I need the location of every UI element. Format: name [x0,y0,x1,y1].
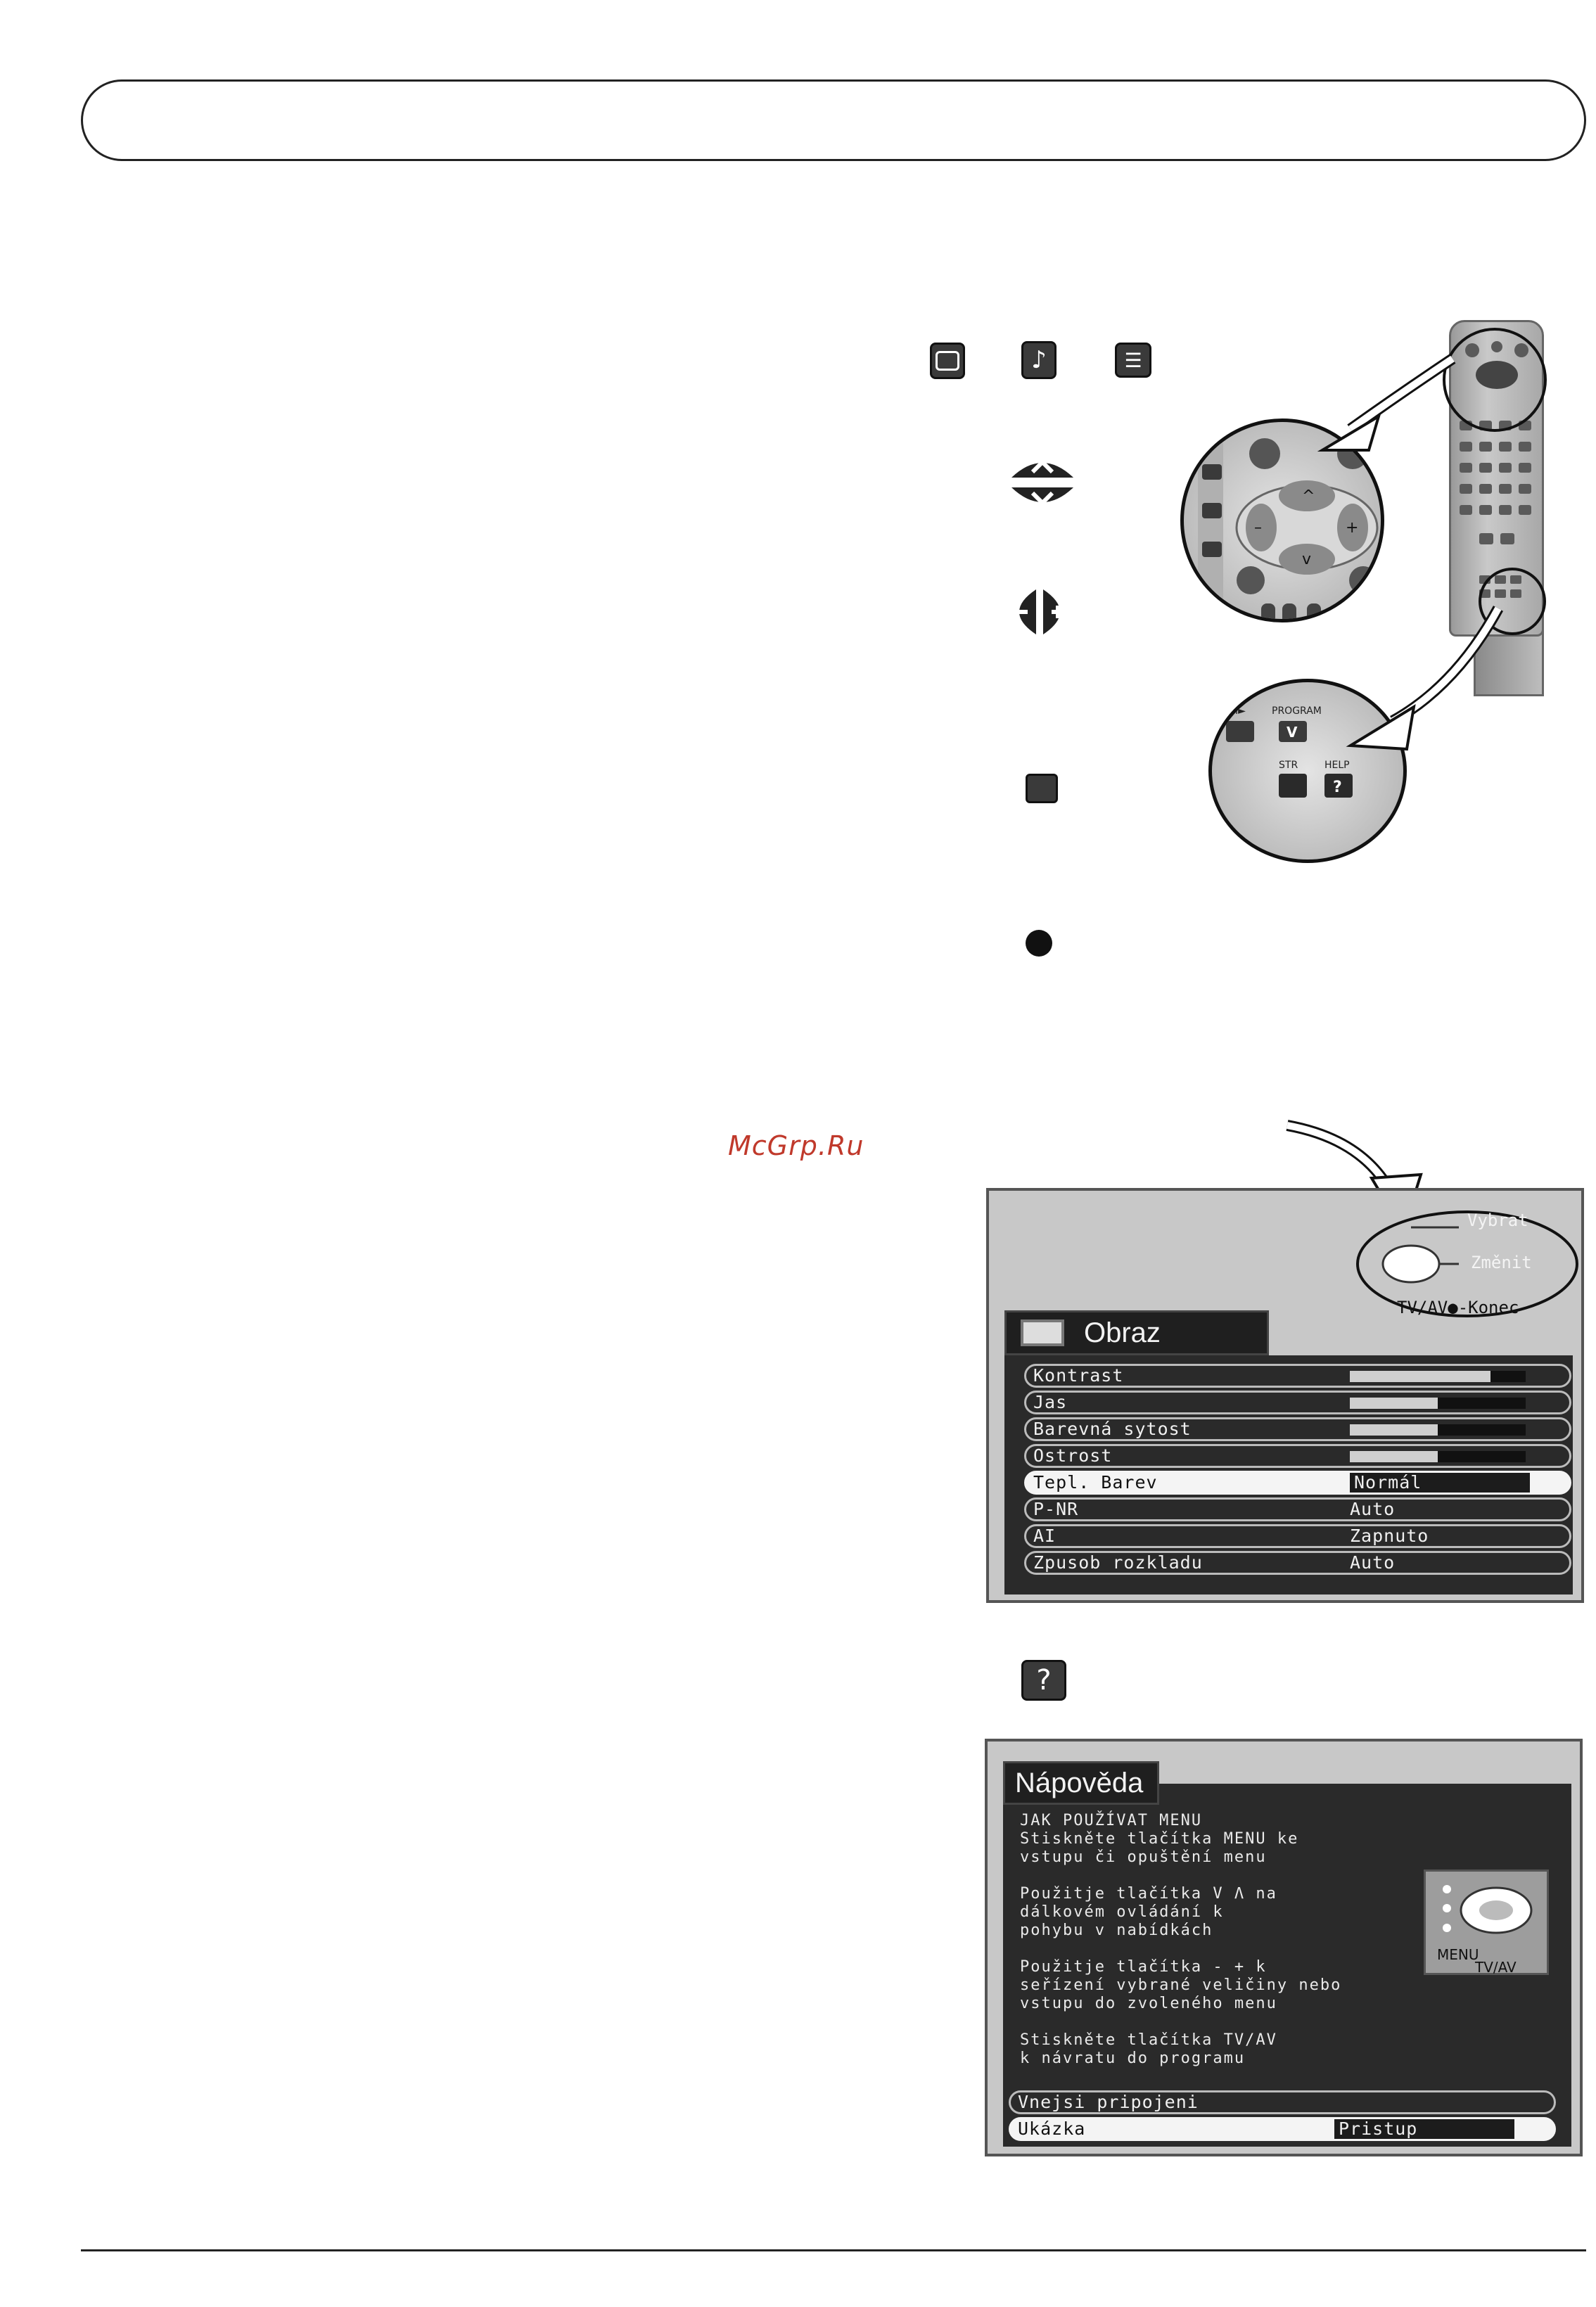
sound-key-icon: ♪ [1021,341,1056,379]
row-label: Vnejsi pripojeni [1018,2092,1199,2112]
guide-select-label: Vybrat [1467,1210,1528,1230]
row-value: Auto [1350,1552,1396,1573]
picture-menu-list [1004,1355,1573,1595]
row-label: Zpusob rozkladu [1033,1552,1203,1573]
menu-row-vnejsi-pripojeni[interactable] [1009,2090,1556,2114]
help-tvav-label: TV/AV [1475,1959,1517,1976]
picture-menu-title-box [1004,1310,1269,1355]
row-value: Auto [1350,1499,1396,1519]
svg-text:v: v [1302,551,1312,568]
help-menu-label: MENU [1437,1946,1479,1963]
footer-rule [81,2249,1586,2251]
row-label: Jas [1033,1392,1068,1412]
help-menu-screen [985,1739,1583,2156]
menu-row-kontrast[interactable] [1024,1364,1571,1388]
curved-arrow-icon [1294,352,1463,464]
minus-plus-arrows-icon [1002,585,1077,639]
row-label: Ukázka [1018,2119,1086,2139]
row-label: Kontrast [1033,1365,1124,1386]
row-value: Pristup [1334,2119,1514,2139]
menu-row-p-nr[interactable] [1024,1497,1571,1521]
level-bar [1350,1451,1526,1462]
dot-icon [1026,930,1052,957]
picture-menu-screen [986,1188,1584,1603]
menu-guide [1355,1206,1580,1322]
level-bar [1350,1371,1526,1382]
help-key-icon: ? [1021,1660,1066,1701]
help-menu-title-box [1003,1761,1159,1805]
help-menu-title: Nápověda [1015,1767,1144,1798]
svg-text:V: V [1287,724,1298,741]
svg-text:^: ^ [1302,487,1315,505]
svg-text:–: – [1254,519,1262,537]
setup-key-icon: ☰ [1115,343,1151,378]
curved-arrow-icon [1336,601,1505,784]
level-bar [1350,1398,1526,1409]
tv-icon [1021,1319,1064,1346]
svg-text:STR: STR [1279,760,1298,771]
help-instructions: JAK POUŽÍVAT MENU Stiskněte tlačítka MENU ke vstupu či opuštění menu Použitje tlačítka V Λ na dálkovém ovládání k pohybu v nabídkách Použitje tlačítka - + k seřízení vybrané veličiny nebo vstupu do zvoleného menu Stiskněte tlačítka TV/AV k návratu do programu [1020,1812,1342,2067]
row-value: Zapnuto [1350,1526,1429,1546]
menu-row-tepl-barev[interactable] [1024,1471,1571,1495]
menu-row-barevna-sytost[interactable] [1024,1417,1571,1441]
svg-text:HELP: HELP [1324,760,1350,771]
guide-change-label: Změnit [1471,1253,1532,1272]
level-bar [1350,1424,1526,1436]
menu-row-ostrost[interactable] [1024,1444,1571,1468]
menu-row-zpusob-rozkladu[interactable] [1024,1551,1571,1575]
svg-text:+: + [1346,519,1359,537]
row-label: P-NR [1033,1499,1079,1519]
picture-menu-title: Obraz [1084,1317,1161,1348]
row-value: Normál [1350,1473,1530,1493]
stop-key-icon [1026,774,1058,803]
menu-row-ai[interactable] [1024,1524,1571,1548]
svg-text:PROGRAM: PROGRAM [1272,705,1322,717]
svg-text:II/I►: II/I► [1226,705,1246,717]
watermark: McGrp.Ru [728,1130,864,1161]
help-nav-illustration [1424,1870,1549,1975]
row-label: Barevná sytost [1033,1419,1192,1439]
up-down-arrows-icon [1007,452,1078,513]
svg-text:?: ? [1333,779,1342,796]
row-label: Tepl. Barev [1033,1472,1158,1493]
row-label: Ostrost [1033,1445,1113,1466]
menu-row-ukazka[interactable] [1009,2117,1556,2141]
guide-exit-label: TV/AV●-Konec [1397,1298,1519,1317]
header-bar [81,79,1586,161]
row-label: AI [1033,1526,1056,1546]
tv-key-icon [930,343,965,379]
menu-row-jas[interactable] [1024,1391,1571,1414]
